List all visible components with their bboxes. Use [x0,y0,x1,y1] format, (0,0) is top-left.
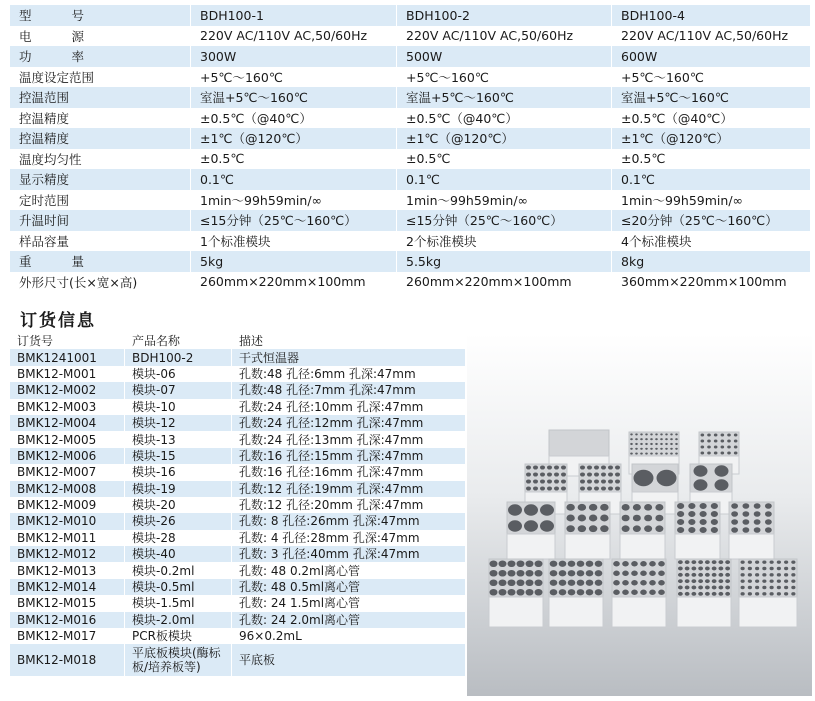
order-cell: BMK12-M006 [10,448,125,464]
spec-value: ±1℃（@120℃） [191,128,397,149]
order-header-cell: 描述 [232,333,466,349]
spec-value: 300W [191,46,397,67]
spec-value: +5℃～160℃ [191,67,397,88]
spec-value: 5.5kg [397,251,612,272]
spec-value: 220V AC/110V AC,50/60Hz [397,26,612,47]
order-cell: BMK1241001 [10,349,125,365]
order-cell: BMK12-M003 [10,399,125,415]
order-cell: 孔数: 24 1.5ml离心管 [232,595,466,611]
spec-label: 电 源 [10,26,191,47]
spec-value: BDH100-4 [612,5,811,26]
spec-table [10,5,810,292]
order-row [10,595,465,611]
order-cell: 模块-28 [125,530,232,546]
spec-value: 8kg [612,251,811,272]
order-row [10,448,465,464]
spec-row [10,272,810,293]
spec-value: ±0.5℃（@40℃） [612,108,811,129]
order-cell: BMK12-M013 [10,562,125,578]
spec-value: BDH100-1 [191,5,397,26]
order-cell: 孔数: 24 2.0ml离心管 [232,612,466,628]
block-13 [489,559,543,627]
order-cell: 模块-19 [125,481,232,497]
spec-value: ±1℃（@120℃） [612,128,811,149]
spec-row [10,149,810,170]
spec-value: 5kg [191,251,397,272]
spec-row [10,169,810,190]
order-cell: 孔数:16 孔径:16mm 孔深:47mm [232,464,466,480]
order-header-cell: 产品名称 [125,333,232,349]
order-cell: 孔数:24 孔径:12mm 孔深:47mm [232,415,466,431]
order-row [10,628,465,644]
block-19 [620,502,665,559]
spec-value: ±0.5℃ [612,149,811,170]
order-cell: 孔数:24 孔径:10mm 孔深:47mm [232,399,466,415]
order-row [10,530,465,546]
order-cell: 孔数: 48 0.5ml离心管 [232,579,466,595]
spec-value: ±1℃（@120℃） [397,128,612,149]
order-header-cell: 订货号 [10,333,125,349]
order-cell: 孔数: 3 孔径:40mm 孔深:47mm [232,546,466,562]
order-cell: 孔数:48 孔径:7mm 孔深:47mm [232,382,466,398]
spec-value: +5℃～160℃ [397,67,612,88]
spec-label: 升温时间 [10,210,191,231]
order-cell: 平底板模块(酶标板/培养板等) [125,644,232,676]
order-cell: 模块-06 [125,366,232,382]
spec-label: 重 量 [10,251,191,272]
order-cell: 孔数:12 孔径:20mm 孔深:47mm [232,497,466,513]
order-cell: 模块-0.5ml [125,579,232,595]
order-row [10,399,465,415]
order-row [10,431,465,447]
spec-label: 定时范围 [10,190,191,211]
order-cell: BMK12-M014 [10,579,125,595]
spec-value: ≤15分钟（25℃～160℃） [397,210,612,231]
order-cell: 模块-13 [125,431,232,447]
order-info-title: 订货信息 [20,311,96,331]
order-row [10,513,465,529]
order-cell: 干式恒温器 [232,349,466,365]
order-cell: 孔数:24 孔径:13mm 孔深:47mm [232,431,466,447]
order-cell: BMK12-M016 [10,612,125,628]
order-cell: 模块-1.5ml [125,595,232,611]
order-cell: 96×0.2mL [232,628,466,644]
spec-row [10,251,810,272]
spec-value: 0.1℃ [191,169,397,190]
order-cell: 模块-10 [125,399,232,415]
spec-value: 500W [397,46,612,67]
spec-row [10,5,810,26]
spec-value: 1min～99h59min/∞ [191,190,397,211]
order-cell: BMK12-M011 [10,530,125,546]
spec-row [10,190,810,211]
spec-value: 260mm×220mm×100mm [191,272,397,293]
order-row [10,481,465,497]
order-row [10,579,465,595]
order-cell: 平底板 [232,644,466,676]
block-1.5ml [677,559,731,627]
spec-value: 室温+5℃～160℃ [397,87,612,108]
spec-value: 1min～99h59min/∞ [397,190,612,211]
block-15 [729,502,774,559]
order-row [10,366,465,382]
order-cell: 模块-16 [125,464,232,480]
order-cell: 模块-0.2ml [125,562,232,578]
spec-label: 样品容量 [10,231,191,252]
block-12 [549,559,603,627]
order-cell: 孔数:48 孔径:6mm 孔深:47mm [232,366,466,382]
order-row [10,546,465,562]
order-cell: 模块-12 [125,415,232,431]
spec-row [10,46,810,67]
spec-label: 控温范围 [10,87,191,108]
spec-value: ≤20分钟（25℃～160℃） [612,210,811,231]
spec-label: 控温精度 [10,128,191,149]
spec-value: ±0.5℃（@40℃） [191,108,397,129]
order-cell: 模块-26 [125,513,232,529]
spec-value: 0.1℃ [397,169,612,190]
order-cell: 模块-2.0ml [125,612,232,628]
spec-label: 功 率 [10,46,191,67]
order-cell: BMK12-M010 [10,513,125,529]
spec-label: 控温精度 [10,108,191,129]
spec-label: 显示精度 [10,169,191,190]
order-cell: BMK12-M012 [10,546,125,562]
order-row [10,382,465,398]
spec-value: ±0.5℃ [397,149,612,170]
order-cell: PCR板模块 [125,628,232,644]
spec-row [10,108,810,129]
order-cell: BMK12-M001 [10,366,125,382]
order-row [10,612,465,628]
order-cell: 模块-40 [125,546,232,562]
spec-value: 0.1℃ [612,169,811,190]
order-cell: BDH100-2 [125,349,232,365]
order-row [10,464,465,480]
order-cell: BMK12-M018 [10,644,125,676]
spec-value: BDH100-2 [397,5,612,26]
spec-value: 220V AC/110V AC,50/60Hz [191,26,397,47]
order-cell: 孔数: 4 孔径:28mm 孔深:47mm [232,530,466,546]
spec-row [10,231,810,252]
order-cell: BMK12-M015 [10,595,125,611]
order-cell: 孔数: 48 0.2ml离心管 [232,562,466,578]
spec-value: 220V AC/110V AC,50/60Hz [612,26,811,47]
order-cell: BMK12-M007 [10,464,125,480]
spec-value: 2个标准模块 [397,231,612,252]
order-row [10,562,465,578]
spec-row [10,210,810,231]
spec-row [10,128,810,149]
order-cell: 模块-07 [125,382,232,398]
order-cell: 孔数:16 孔径:15mm 孔深:47mm [232,448,466,464]
order-cell: BMK12-M009 [10,497,125,513]
order-cell: BMK12-M005 [10,431,125,447]
spec-value: +5℃～160℃ [612,67,811,88]
spec-label: 温度均匀性 [10,149,191,170]
spec-value: 360mm×220mm×100mm [612,272,811,293]
order-cell: BMK12-M002 [10,382,125,398]
spec-value: 4个标准模块 [612,231,811,252]
spec-value: 260mm×220mm×100mm [397,272,612,293]
spec-label: 型 号 [10,5,191,26]
order-cell: 模块-20 [125,497,232,513]
order-cell: 孔数: 8 孔径:26mm 孔深:47mm [232,513,466,529]
block-20 [565,502,610,559]
spec-value: 室温+5℃～160℃ [191,87,397,108]
spec-label: 外形尺寸(长×宽×高) [10,272,191,293]
order-header-row [10,333,465,349]
block-26 [507,502,555,559]
order-row [10,497,465,513]
aluminum-blocks-photo [467,334,812,696]
spec-row [10,67,810,88]
spec-value: 600W [612,46,811,67]
spec-value: 室温+5℃～160℃ [612,87,811,108]
order-row [10,349,465,365]
order-cell: BMK12-M017 [10,628,125,644]
order-cell: BMK12-M004 [10,415,125,431]
spec-value: 1个标准模块 [191,231,397,252]
block-2.0ml [739,559,797,627]
spec-value: ±0.5℃ [191,149,397,170]
spec-label: 温度设定范围 [10,67,191,88]
spec-value: 1min～99h59min/∞ [612,190,811,211]
order-row [10,415,465,431]
spec-value: ±0.5℃（@40℃） [397,108,612,129]
order-cell: 孔数:12 孔径:19mm 孔深:47mm [232,481,466,497]
block-10 [612,559,666,627]
order-row [10,644,465,676]
order-cell: BMK12-M008 [10,481,125,497]
spec-row [10,87,810,108]
order-table [10,333,465,676]
spec-value: ≤15分钟（25℃～160℃） [191,210,397,231]
block-16 [675,502,720,559]
order-cell: 模块-15 [125,448,232,464]
spec-row [10,26,810,47]
